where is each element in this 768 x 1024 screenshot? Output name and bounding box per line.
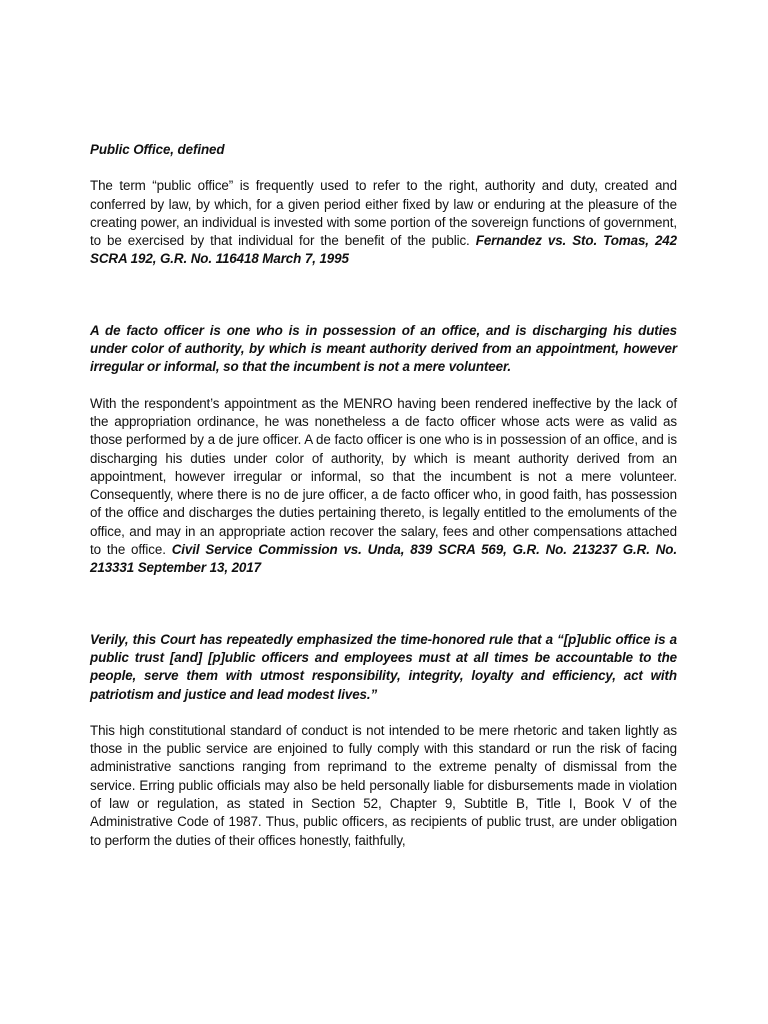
paragraph-de-facto-officer [90,395,677,578]
paragraph-public-office-definition [90,177,677,268]
paragraph-text: The term “public office” is frequently used to refer to the right, authority and duty, created and conferred by law, by which, for a given period either fixed by law or enduring at the pleasure of the creating power, an individual is invested with some portion of the sovereign functions of government, to be exercised by that individual for the benefit of the public. [90,178,677,249]
paragraph-constitutional-standard: This high constitutional standard of conduct is not intended to be mere rhetoric and taken lightly as those in the public service are enjoined to fully comply with this standard or run the risk of facing administrative sanctions ranging from reprimand to the extreme penalty of dismissal from the service. Erring public officials may also be held personally liable for disbursements made in violation of law or regulation, as stated in Section 52, Chapter 9, Subtitle B, Title I, Book V of the Administrative Code of 1987. Thus, public officers, as recipients of public trust, are under obligation to perform the duties of their offices honestly, faithfully, [90,722,677,848]
spacer [90,159,677,177]
emphasized-paragraph-de-facto: A de facto officer is one who is in possession of an office, and is discharging his duties under color of authority, by which is meant authority derived from an appointment, however irregular or informal, so that the incumbent is not a mere volunteer. [90,322,677,375]
document-page [90,141,677,850]
emphasized-paragraph-public-trust: Verily, this Court has repeatedly emphasized the time-honored rule that a “[p]ublic office is a public trust [and] [p]ublic officers and employees must at all times be accountable to the people, serve them with utmost responsibility, integrity, loyalty and efficiency, act with patriotism and justice and lead modest lives.” [90,631,677,702]
section-heading-public-office: Public Office, defined [90,142,225,157]
paragraph-text: With the respondent’s appointment as the MENRO having been rendered ineffective by the lack of the appropriation ordinance, he was nonetheless a de facto officer whose acts were as valid as those performed by a de jure officer. A de facto officer is one who is in possession of an office, and is discharging his duties under color of authority, by which is meant authority derived from an appointment, however irregular or informal, so that the incumbent is not a mere volunteer. Consequently, where there is no de jure officer, a de facto officer who, in good faith, has possession of the office and discharges the duties pertaining thereto, is legally entitled to the emoluments of the office, and may in an appropriate action recover the salary, fees and other compensations attached to the office. [90,395,677,558]
spacer [90,578,677,631]
case-citation: Fernandez vs. Sto. Tomas, 242 SCRA 192, G.R. No. 116418 March 7, 1995 [90,233,677,267]
spacer [90,377,677,395]
case-citation: Civil Service Commission vs. Unda, 839 SCRA 569, G.R. No. 213237 G.R. No. 213331 September 13, 2017 [90,542,678,576]
spacer [90,704,677,722]
spacer [90,269,677,322]
